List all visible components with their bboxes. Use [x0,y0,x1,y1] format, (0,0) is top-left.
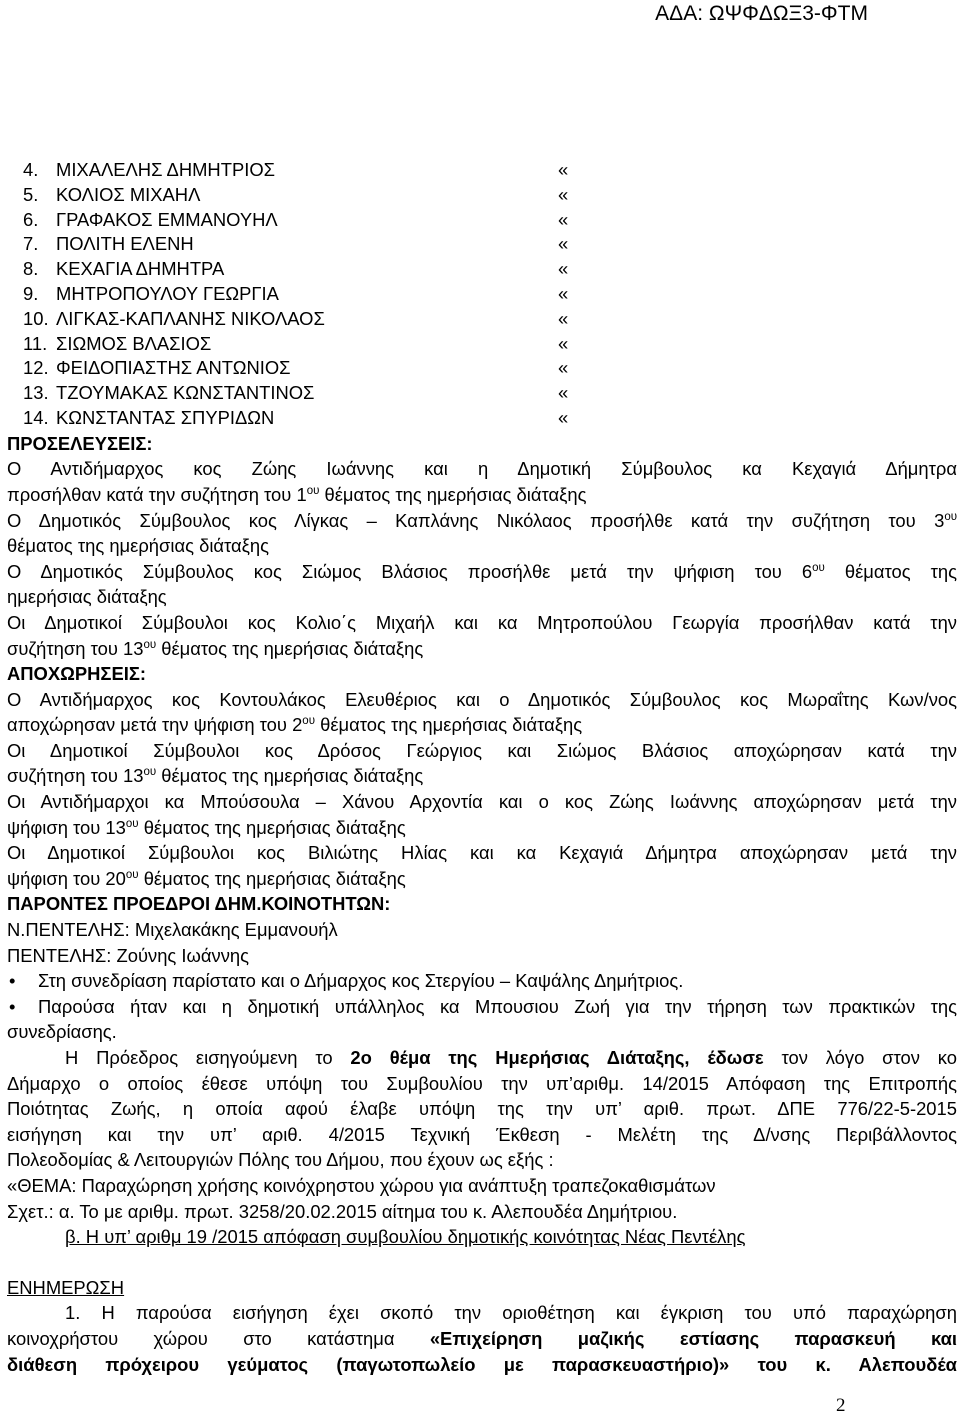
text-line [7,508,957,534]
text-span: ψήφιση του 13 [7,816,126,838]
text-span: θέματος της ημερήσιας διάταξης [156,765,424,787]
briefing-heading: ΕΝΗΜΕΡΩΣΗ [7,1276,125,1298]
attendee-number: 5. [23,183,39,205]
attendee-item [7,332,957,357]
bullet-text: Στη συνεδρίαση παρίστατο και ο Δήμαρχος κος Στεργίου – Καψάλης Δημήτριος. [38,970,684,992]
attendee-item [7,208,957,233]
attendee-item [7,356,957,381]
text-line: συνεδρίασης. [7,1021,117,1043]
attendee-item [7,282,957,307]
president-line: ΠΕΝΤΕΛΗΣ: Ζούνης Ιωάννης [7,944,249,966]
text-span: συζήτηση του 13 [7,637,144,659]
text-line: Ο Αντιδήμαρχος κος Ζώης Ιωάννης και η Δημοτική Σύμβουλος κα Κεχαγιά Δήμητρα [7,458,957,480]
attendee-name: ΚΟΛΙΟΣ ΜΙΧΑΗΛ [56,183,201,205]
text-line: Ποιότητας Ζωής, η οποία αφού έλαβε υπόψη της την υπ’ αριθ. πρωτ. ΔΠΕ 776/22-5-2015 [7,1098,957,1120]
text-line: ημερήσιας διάταξης [7,586,167,608]
text-line [7,763,957,789]
text-span: τον λόγο στον κο [763,1047,957,1069]
text-line [7,712,957,738]
arrivals-paragraph [7,559,957,610]
attendee-number: 12. [23,357,49,379]
bullet-icon: • [9,970,16,992]
ditto-mark: « [558,183,569,205]
ditto-mark: « [558,332,569,354]
attendee-name: ΚΕΧΑΓΙΑ ΔΗΜΗΤΡΑ [56,258,225,280]
text-line [7,482,957,508]
text-span: κοινοχρήστου χώρου στο κατάστημα [7,1327,430,1349]
ditto-mark: « [558,357,569,379]
attendee-number: 10. [23,307,49,329]
attendee-list [7,158,957,431]
bold-span: 2ο θέμα της Ημερήσιας Διάταξης, έδωσε [350,1047,764,1069]
ordinal-sup: ου [812,561,825,574]
attendee-name: ΤΖΟΥΜΑΚΑΣ ΚΩΝΣΤΑΝΤΙΝΟΣ [56,382,315,404]
ordinal-sup: ου [143,638,157,651]
text-line: Οι Δημοτικοί Σύμβουλοι κος Κολιο΄ς Μιχαήλ και κα Μητροπούλου Γεωργία προσήλθαν κατά την [7,611,957,633]
attendee-number: 8. [23,258,39,280]
text-line [7,815,957,841]
attendee-item [7,183,957,208]
ordinal-sup: ου [302,715,315,728]
bullet-item [7,994,957,1020]
departures-paragraph [7,789,957,840]
departures-paragraph [7,738,957,789]
text-span: Η Πρόεδρος εισηγούμενη το [65,1047,351,1069]
ordinal-sup: ου [143,766,157,779]
document-body [7,158,957,1377]
text-line: Οι Αντιδήμαρχοι κα Μπούσουλα – Χάνου Αρχοντία και ο κος Ζώης Ιωάννης αποχώρησαν μετά την [7,791,957,813]
arrivals-paragraph [7,456,957,507]
ditto-mark: « [558,282,569,304]
text-span: θέματος της ημερήσιας διάταξης [138,816,406,838]
attendee-item [7,232,957,257]
text-span: προσήλθαν κατά την συζήτηση του 1 [7,483,307,505]
text-span: θέματος της ημερήσιας διάταξης [138,867,406,889]
text-line: «ΘΕΜΑ: Παραχώρηση χρήσης κοινόχρηστου χώρου για ανάπτυξη τραπεζοκαθισμάτων [7,1174,716,1196]
ditto-mark: « [558,382,569,404]
attendee-number: 4. [23,159,39,180]
ordinal-sup: ου [306,484,320,497]
attendee-name: ΦΕΙΔΟΠΙΑΣΤΗΣ ΑΝΤΩΝΙΟΣ [56,357,291,379]
ordinal-sup: ου [125,817,139,830]
text-span: αποχώρησαν μετά την ψήφιση του 2 [7,714,303,736]
text-span: θέματος της ημερήσιας διάταξης [314,714,583,736]
departures-paragraph [7,840,957,891]
bullet-icon: • [9,995,16,1017]
text-line: Πολεοδομίας & Λειτουργιών Πόλης του Δήμου, που έχουν ως εξής : [7,1149,554,1171]
ditto-mark: « [558,159,569,180]
attendee-name: ΣΙΩΜΟΣ ΒΛΑΣΙΟΣ [56,332,212,354]
president-line: Ν.ΠΕΝΤΕΛΗΣ: Μιχελακάκης Εμμανουήλ [7,919,338,941]
text-line: Σχετ.: α. Το με αριθμ. πρωτ. 3258/20.02.2015 αίτημα του κ. Αλεπουδέα Δημήτριου. [7,1200,678,1222]
text-line [7,636,957,662]
departures-heading: ΑΠΟΧΩΡΗΣΕΙΣ: [7,663,146,685]
attendee-name: ΓΡΑΦΑΚΟΣ ΕΜΜΑΝΟΥΗΛ [56,208,278,230]
text-line [7,1326,957,1352]
presidents-heading: ΠΑΡΟΝΤΕΣ ΠΡΟΕΔΡΟΙ ΔΗΜ.ΚΟΙΝΟΤΗΤΩΝ: [7,893,391,915]
attendee-number: 7. [23,233,39,255]
underlined-span: β. Η υπ’ αριθμ 19 /2015 απόφαση συμβουλίου δημοτικής κοινότητας Νέας Πεντέλης [65,1226,746,1248]
briefing-paragraph [7,1300,957,1377]
bold-span: διάθεση πρόχειρου γεύματος (παγωτοπωλείο με παρασκευαστήριο)» του κ. Αλεπουδέα [7,1353,957,1375]
text-span: συζήτηση του 13 [7,765,144,787]
text-span: Ο Δημοτικός Σύμβουλος κος Σιώμος Βλάσιος προσήλθε μετά την ψήφιση του 6 [7,560,813,582]
attendee-number: 14. [23,406,49,428]
text-line [7,866,957,892]
text-line [7,1224,957,1250]
ditto-mark: « [558,406,569,428]
text-span: ψήφιση του 20 [7,867,126,889]
intro-paragraph [7,1045,957,1250]
attendee-name: ΚΩΝΣΤΑΝΤΑΣ ΣΠΥΡΙΔΩΝ [56,406,275,428]
bullet-text: Παρούσα ήταν και η δημοτική υπάλληλος κα Μπουσιου Ζωή για την τήρηση των πρακτικών της [38,995,957,1017]
spacer [7,1250,957,1275]
text-line [7,559,957,585]
attendee-item [7,406,957,431]
text-line [7,1045,957,1071]
text-line: θέματος της ημερήσιας διάταξης [7,535,269,557]
text-line: Ο Αντιδήμαρχος κος Κοντουλάκος Ελευθέριος και ο Δημοτικός Σύμβουλος κος Μωραΐτης Κων/νος [7,688,957,710]
text-line: Οι Δημοτικοί Σύμβουλοι κος Δρόσος Γεώργιος και Σιώμος Βλάσιος αποχώρησαν κατά την [7,739,957,761]
ditto-mark: « [558,208,569,230]
attendee-item [7,381,957,406]
arrivals-paragraph [7,610,957,661]
ada-header: ΑΔΑ: ΩΨΦΔΩΞ3-ΦΤΜ [655,2,868,25]
attendee-name: ΜΙΧΑΛΕΛΗΣ ΔΗΜΗΤΡΙΟΣ [56,159,275,180]
ditto-mark: « [558,307,569,329]
text-line: Δήμαρχο ο οποίος έθεσε υπόψη του Συμβουλίου την υπ’αριθμ. 14/2015 Απόφαση της Επιτροπής [7,1072,957,1094]
attendee-number: 6. [23,208,39,230]
bullet-item [7,968,957,994]
text-line: Οι Δημοτικοί Σύμβουλοι κος Βιλιώτης Ηλίας και κα Κεχαγιά Δήμητρα αποχώρησαν μετά την [7,842,957,864]
text-span: Ο Δημοτικός Σύμβουλος κος Λίγκας – Καπλάνης Νικόλαος προσήλθε κατά την συζήτηση του 3 [7,509,945,531]
attendee-number: 11. [23,332,48,354]
bold-span: «Επιχείρηση μαζικής εστίασης παρασκευή και [429,1327,957,1349]
attendee-item [7,257,957,282]
text-line: 1. Η παρούσα εισήγηση έχει σκοπό την οριοθέτηση και έγκριση του υπό παραχώρηση [65,1302,957,1324]
arrivals-paragraph [7,508,957,559]
ditto-mark: « [558,258,569,280]
attendee-name: ΛΙΓΚΑΣ-ΚΑΠΛΑΝΗΣ ΝΙΚΟΛΑΟΣ [56,307,325,329]
ditto-mark: « [558,233,569,255]
attendee-number: 13. [23,382,49,404]
attendee-name: ΠΟΛΙΤΗ ΕΛΕΝΗ [56,233,194,255]
text-span: θέματος της [824,560,957,582]
page-number: 2 [836,1395,846,1416]
text-line: εισήγηση και την υπ’ αριθ. 4/2015 Τεχνική Έκθεση - Μελέτη της Δ/νσης Περιβάλλοντος [7,1123,957,1145]
text-span: θέματος της ημερήσιας διάταξης [156,637,424,659]
text-line [7,1352,957,1378]
attendee-name: ΜΗΤΡΟΠΟΥΛΟΥ ΓΕΩΡΓΙΑ [56,282,279,304]
arrivals-heading: ΠΡΟΣΕΛΕΥΣΕΙΣ: [7,432,153,454]
ordinal-sup: ου [944,510,957,523]
departures-paragraph [7,687,957,738]
text-span: θέματος της ημερήσιας διάταξης [319,483,587,505]
attendee-item [7,158,957,183]
attendee-item [7,307,957,332]
ordinal-sup: ου [125,868,139,881]
attendee-number: 9. [23,282,39,304]
